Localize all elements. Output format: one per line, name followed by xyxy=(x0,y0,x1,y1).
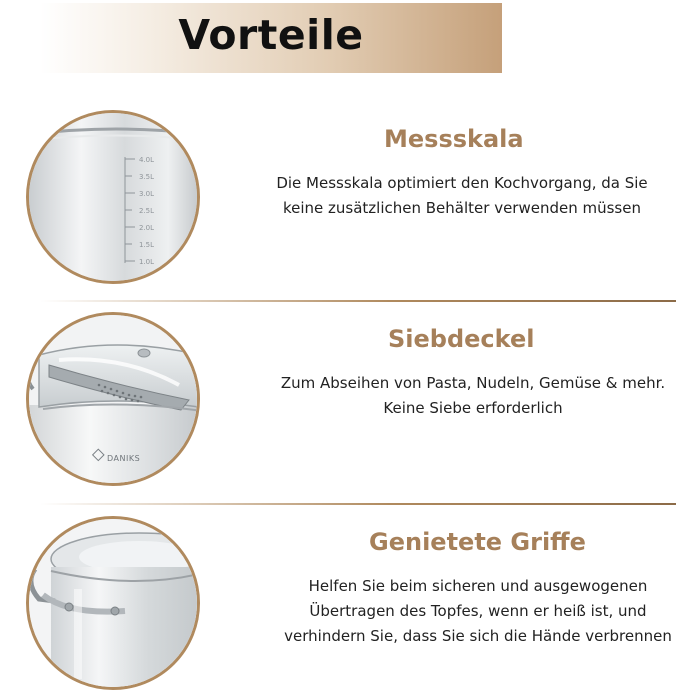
scale-label: 1.0L xyxy=(139,258,155,266)
divider xyxy=(40,503,676,505)
strainer-lid-image xyxy=(26,312,200,486)
feature-title-siebdeckel: Siebdeckel xyxy=(388,325,535,353)
feature-line: verhindern Sie, dass Sie sich die Hände verbrennen xyxy=(284,627,672,645)
feature-text-messskala xyxy=(252,171,672,221)
scale-label: 1.5L xyxy=(139,241,155,249)
feature-line: Helfen Sie beim sicheren und ausgewogenen xyxy=(308,577,648,595)
riveted-handles-image xyxy=(26,516,200,690)
scale-label: 3.5L xyxy=(139,173,155,181)
feature-line: keine zusätzlichen Behälter verwenden müssen xyxy=(282,199,641,217)
scale-label: 3.0L xyxy=(139,190,155,198)
measuring-scale-image xyxy=(26,110,200,284)
scale-label: 2.0L xyxy=(139,224,155,232)
brand-label: DANIKS xyxy=(107,454,141,463)
page-title: Vorteile xyxy=(178,11,364,59)
feature-text-siebdeckel xyxy=(258,371,688,421)
scale-label: 4.0L xyxy=(139,156,155,164)
feature-line: Übertragen des Topfes, wenn er heiß ist, und xyxy=(309,602,647,620)
header-banner xyxy=(40,3,502,73)
feature-title-messskala: Messskala xyxy=(384,125,524,153)
feature-line: Die Messskala optimiert den Kochvorgang, da Sie xyxy=(276,174,648,192)
divider xyxy=(40,300,676,302)
feature-text-genietete-griffe xyxy=(262,574,694,649)
scale-label: 2.5L xyxy=(139,207,155,215)
feature-line: Zum Abseihen von Pasta, Nudeln, Gemüse & mehr. xyxy=(280,374,666,392)
feature-title-genietete-griffe: Genietete Griffe xyxy=(369,528,586,556)
feature-line: Keine Siebe erforderlich xyxy=(383,399,563,417)
